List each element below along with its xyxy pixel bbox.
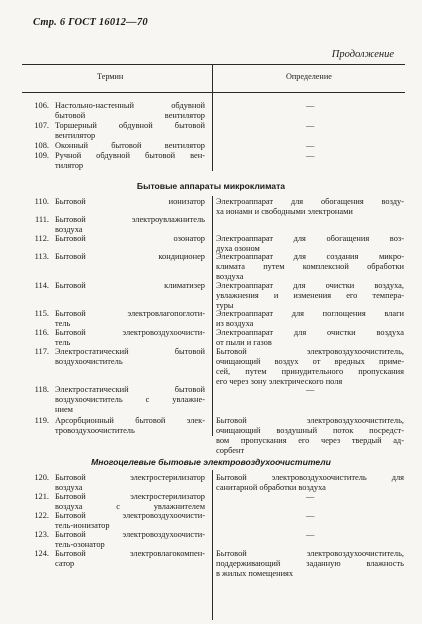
definition-line: Электроаппарат для очистки воздуха (216, 328, 404, 337)
definition-dash: — (306, 121, 315, 130)
definition-line: воздуха (216, 272, 244, 281)
definition-text (216, 197, 404, 217)
term-line: вентилятор (55, 131, 96, 140)
term-number: 116. (34, 328, 49, 337)
header-bottom-rule (22, 92, 405, 93)
term-number: 124. (34, 549, 49, 558)
term-line: тель-озонатор (55, 540, 105, 549)
definition-text (216, 549, 404, 579)
column-header-term: Термин (97, 72, 124, 81)
term-text (55, 215, 205, 235)
definition-line: Бытовой электровоздухоочиститель для (216, 473, 404, 482)
term-line: Бытовой электровлагокомпен- (55, 549, 205, 558)
definition-dash: — (306, 385, 315, 394)
definition-line: Бытовой электровоздухоочиститель, (216, 347, 404, 356)
section-heading-multipurpose: Многоцелевые бытовые электровоздухоочистители (91, 457, 331, 467)
term-text (55, 121, 205, 141)
definition-line: ха ионами и свободными электронами (216, 207, 353, 216)
term-line: Бытовой электроувлажнитель (55, 215, 205, 224)
term-text (55, 101, 205, 121)
definition-dash: — (306, 151, 315, 160)
term-number: 115. (34, 309, 49, 318)
column-divider-bottom (212, 470, 213, 620)
definition-line: сей, путем принудительного пропускания (216, 367, 404, 376)
definition-dash: — (306, 101, 315, 110)
definition-line: Электроаппарат для обогащения воз- (216, 234, 404, 243)
definition-text (216, 281, 404, 311)
term-line: Бытовой электровлагопоглоти- (55, 309, 205, 318)
definition-line: от пыли и газов (216, 338, 272, 347)
definition-line: духа озоном (216, 244, 260, 253)
term-line: Бытовой кондиционер (55, 252, 205, 261)
term-line: воздухоочиститель (55, 357, 123, 366)
definition-text (216, 252, 404, 282)
term-line: воздухоочиститель с увлажне- (55, 395, 205, 404)
term-line: тилятор (55, 161, 84, 170)
term-text (55, 530, 205, 550)
term-line: Настольно-настенный обдувной (55, 101, 205, 110)
definition-line: увлажнения и изменения его темпера- (216, 291, 404, 300)
term-line: Бытовой электростерилизатор (55, 473, 205, 482)
definition-dash: — (306, 141, 315, 150)
term-line: тель (55, 319, 71, 328)
term-number: 112. (34, 234, 49, 243)
term-line: сатор (55, 559, 75, 568)
definition-dash: — (306, 511, 315, 520)
term-line: нием (55, 405, 73, 414)
term-text (55, 492, 205, 512)
term-number: 109. (34, 151, 49, 160)
term-text (55, 416, 205, 436)
term-text (55, 151, 205, 171)
definition-line: Электроаппарат для обогащения возду- (216, 197, 404, 206)
continuation-label: Продолжение (331, 49, 394, 60)
term-text (55, 309, 205, 329)
definition-line: очищающий воздух от вредных приме- (216, 357, 404, 366)
term-line: тель-ионизатор (55, 521, 110, 530)
term-text (55, 197, 205, 207)
definition-text (216, 473, 404, 493)
term-text (55, 252, 205, 262)
term-line: Электростатический бытовой (55, 347, 205, 356)
definition-text (216, 328, 404, 348)
term-text (55, 385, 205, 415)
term-line: бытовой вентилятор (55, 111, 205, 120)
term-text (55, 511, 205, 531)
definition-line: сорбент (216, 446, 245, 455)
term-number: 108. (34, 141, 49, 150)
term-number: 120. (34, 473, 49, 482)
term-line: воздуха (55, 483, 83, 492)
definition-line: в жилых помещениях (216, 569, 294, 578)
term-line: Бытовой электровоздухоочисти- (55, 530, 205, 539)
term-line: Оконный бытовой вентилятор (55, 141, 205, 150)
term-number: 119. (34, 416, 49, 425)
definition-line: вом пропускания его через твердый ад- (216, 436, 404, 445)
term-text (55, 328, 205, 348)
term-line: Бытовой электростерилизатор (55, 492, 205, 501)
term-line: Торшерный обдувной бытовой (55, 121, 205, 130)
term-line: Бытовой электровоздухоочисти- (55, 511, 205, 520)
term-line: Бытовой ионизатор (55, 197, 205, 206)
definition-line: Бытовой электровоздухоочиститель, (216, 416, 404, 425)
term-number: 114. (34, 281, 49, 290)
definition-text (216, 347, 404, 387)
definition-text (216, 309, 404, 329)
term-line: Электростатический бытовой (55, 385, 205, 394)
term-text (55, 473, 205, 493)
term-number: 118. (34, 385, 49, 394)
term-line: Бытовой озонатор (55, 234, 205, 243)
term-line: тровоздухоочиститель (55, 426, 135, 435)
definition-line: климата путем комплексной обработки (216, 262, 404, 271)
term-number: 111. (34, 215, 49, 224)
definition-line: из воздуха (216, 319, 254, 328)
term-text (55, 141, 205, 151)
term-text (55, 549, 205, 569)
definition-line: Электроаппарат для поглощения влаги (216, 309, 404, 318)
definition-line: Электроаппарат для очистки воздуха, (216, 281, 404, 290)
definition-line: Электроаппарат для создания микро- (216, 252, 404, 261)
column-divider-top (212, 64, 213, 171)
column-divider-middle (212, 196, 213, 436)
term-line: тель (55, 338, 71, 347)
definition-line: Бытовой электровоздухоочиститель, (216, 549, 404, 558)
term-line: воздуха (55, 225, 83, 234)
definition-text (216, 234, 404, 254)
definition-line: очищающий воздушный поток посредст- (216, 426, 404, 435)
definition-line: санитарной обработки воздуха (216, 483, 326, 492)
definition-dash: — (306, 492, 315, 501)
term-line: воздуха с увлажнителем (55, 502, 205, 511)
table-top-rule (22, 64, 405, 65)
term-text (55, 281, 205, 291)
term-number: 107. (34, 121, 49, 130)
term-text (55, 234, 205, 244)
term-number: 117. (34, 347, 49, 356)
definition-line: его через зону электрического поля (216, 377, 343, 386)
term-number: 123. (34, 530, 49, 539)
term-number: 106. (34, 101, 49, 110)
page-header: Стр. 6 ГОСТ 16012—70 (33, 17, 148, 28)
column-header-definition: Определение (286, 72, 332, 81)
section-heading-climate: Бытовые аппараты микроклимата (136, 181, 286, 191)
definition-line: поддерживающий заданную влажность (216, 559, 404, 568)
term-line: Ручной обдувной бытовой вен- (55, 151, 205, 160)
term-number: 121. (34, 492, 49, 501)
definition-dash: — (306, 530, 315, 539)
term-number: 113. (34, 252, 49, 261)
term-number: 110. (34, 197, 49, 206)
definition-text (216, 416, 404, 456)
definition-line: туры (216, 301, 234, 310)
term-number: 122. (34, 511, 49, 520)
term-line: Бытовой электровоздухоочисти- (55, 328, 205, 337)
term-text (55, 347, 205, 367)
term-line: Бытовой климатизер (55, 281, 205, 290)
term-line: Арсорбционный бытовой элек- (55, 416, 205, 425)
